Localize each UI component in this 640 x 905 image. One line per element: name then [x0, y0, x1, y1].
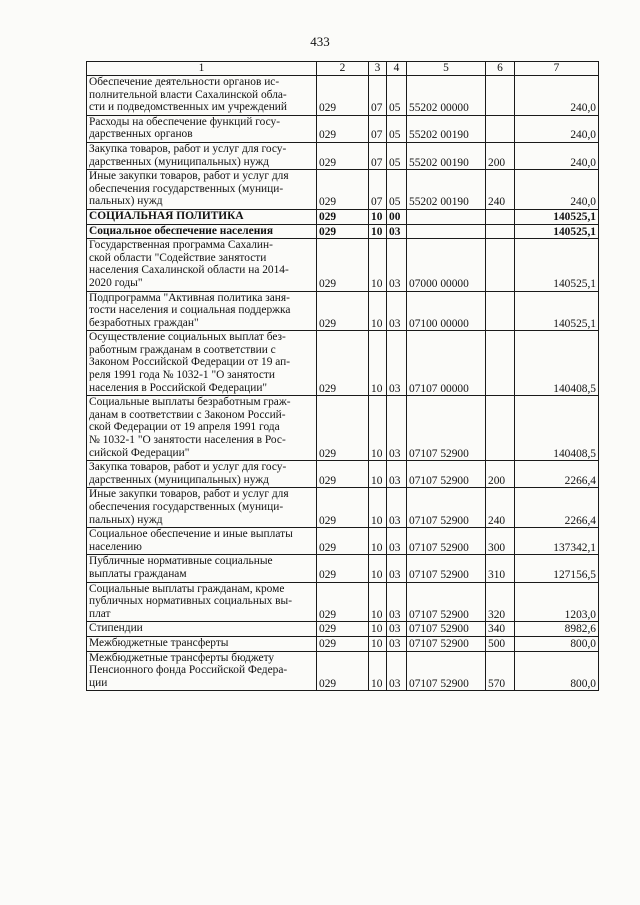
section-cell: 10	[369, 651, 387, 691]
description-line: Осуществление социальных выплат без-	[89, 331, 286, 344]
description-cell	[87, 461, 317, 488]
section-cell: 10	[369, 239, 387, 291]
description-cell	[87, 636, 317, 651]
header-cell: 1	[87, 62, 317, 76]
description-line: ской Федерации от 19 апреля 1991 года	[89, 421, 280, 434]
target-article-cell	[407, 209, 486, 224]
description-line: полнительной власти Сахалинской обла-	[89, 88, 287, 101]
subsection-cell: 05	[387, 76, 407, 116]
target-article-cell: 55202 00190	[407, 115, 486, 142]
subsection-cell: 03	[387, 651, 407, 691]
subsection-cell: 03	[387, 582, 407, 622]
description-line: обеспечения государственных (муници-	[89, 182, 284, 195]
amount-cell: 140525,1	[515, 291, 599, 331]
amount-cell: 137342,1	[515, 528, 599, 555]
description-line: Стипендии	[89, 622, 143, 635]
subsection-cell: 03	[387, 396, 407, 461]
amount-cell: 1203,0	[515, 582, 599, 622]
description-cell	[87, 331, 317, 396]
table-row	[87, 170, 599, 210]
amount-cell: 140525,1	[515, 224, 599, 239]
description-line: тости населения и социальная поддержка	[89, 304, 291, 317]
ministry-code-cell: 029	[317, 209, 369, 224]
section-cell: 10	[369, 555, 387, 582]
subsection-cell: 03	[387, 636, 407, 651]
target-article-cell: 07107 52900	[407, 488, 486, 528]
amount-cell: 140408,5	[515, 396, 599, 461]
table-row	[87, 209, 599, 224]
amount-cell: 240,0	[515, 142, 599, 169]
description-line: сти и подведомственных им учреждений	[89, 101, 288, 114]
description-line: 2020 годы"	[89, 276, 143, 289]
description-line: Межбюджетные трансферты	[89, 636, 229, 649]
ministry-code-cell: 029	[317, 224, 369, 239]
description-cell	[87, 115, 317, 142]
description-line: Закупка товаров, работ и услуг для госу-	[89, 142, 287, 155]
ministry-code-cell: 029	[317, 651, 369, 691]
subsection-cell: 03	[387, 622, 407, 637]
header-cell: 7	[515, 62, 599, 76]
target-article-cell: 07107 52900	[407, 461, 486, 488]
expense-type-cell: 320	[486, 582, 515, 622]
subsection-cell: 03	[387, 239, 407, 291]
subsection-cell: 03	[387, 224, 407, 239]
amount-cell: 240,0	[515, 170, 599, 210]
expense-type-cell: 340	[486, 622, 515, 637]
section-cell: 10	[369, 622, 387, 637]
section-cell: 07	[369, 170, 387, 210]
expense-type-cell: 240	[486, 170, 515, 210]
description-line: Социальные выплаты гражданам, кроме	[89, 582, 285, 595]
description-line: сийской Федерации"	[89, 446, 190, 459]
subsection-cell: 05	[387, 115, 407, 142]
expense-type-cell: 240	[486, 488, 515, 528]
table-row	[87, 555, 599, 582]
target-article-cell: 07107 52900	[407, 622, 486, 637]
amount-cell: 140408,5	[515, 331, 599, 396]
subsection-cell: 03	[387, 555, 407, 582]
subsection-cell: 03	[387, 331, 407, 396]
ministry-code-cell: 029	[317, 528, 369, 555]
expense-type-cell: 300	[486, 528, 515, 555]
expense-type-cell	[486, 291, 515, 331]
description-cell	[87, 209, 317, 224]
table-row	[87, 239, 599, 291]
expense-type-cell: 570	[486, 651, 515, 691]
ministry-code-cell: 029	[317, 239, 369, 291]
description-line: Иные закупки товаров, работ и услуг для	[89, 488, 289, 501]
expense-type-cell	[486, 396, 515, 461]
table-row	[87, 76, 599, 116]
description-line: ции	[89, 676, 108, 689]
subsection-cell: 00	[387, 209, 407, 224]
description-cell	[87, 76, 317, 116]
expense-type-cell	[486, 239, 515, 291]
section-cell: 10	[369, 582, 387, 622]
page-number: 433	[310, 34, 330, 49]
description-line: Законом Российской Федерации от 19 ап-	[89, 356, 291, 369]
ministry-code-cell: 029	[317, 461, 369, 488]
description-cell	[87, 582, 317, 622]
table-row	[87, 636, 599, 651]
target-article-cell: 07107 52900	[407, 555, 486, 582]
target-article-cell: 07107 52900	[407, 651, 486, 691]
ministry-code-cell: 029	[317, 291, 369, 331]
target-article-cell	[407, 224, 486, 239]
description-line: Государственная программа Сахалин-	[89, 239, 273, 252]
subsection-cell: 03	[387, 528, 407, 555]
ministry-code-cell: 029	[317, 582, 369, 622]
expense-type-cell: 310	[486, 555, 515, 582]
expense-type-cell	[486, 224, 515, 239]
description-line: Публичные нормативные социальные	[89, 555, 273, 568]
description-cell	[87, 651, 317, 691]
table-row	[87, 582, 599, 622]
description-cell	[87, 488, 317, 528]
expense-type-cell	[486, 115, 515, 142]
ministry-code-cell: 029	[317, 622, 369, 637]
description-line: Закупка товаров, работ и услуг для госу-	[89, 461, 287, 474]
description-line: Иные закупки товаров, работ и услуг для	[89, 170, 289, 183]
subsection-cell: 05	[387, 170, 407, 210]
table-row	[87, 115, 599, 142]
table-row	[87, 622, 599, 637]
description-cell	[87, 142, 317, 169]
description-line: Социальное обеспечение населения	[89, 224, 273, 237]
description-line: данам в соответствии с Законом Россий-	[89, 408, 286, 421]
ministry-code-cell: 029	[317, 142, 369, 169]
header-cell: 4	[387, 62, 407, 76]
description-cell	[87, 224, 317, 239]
description-line: Социальное обеспечение и иные выплаты	[89, 528, 293, 541]
header-cell: 3	[369, 62, 387, 76]
section-cell: 07	[369, 76, 387, 116]
description-line: ской области "Содействие занятости	[89, 251, 267, 264]
description-line: Межбюджетные трансферты бюджету	[89, 651, 275, 664]
table-header-row	[87, 62, 599, 76]
amount-cell: 240,0	[515, 115, 599, 142]
ministry-code-cell: 029	[317, 170, 369, 210]
description-cell	[87, 239, 317, 291]
amount-cell: 800,0	[515, 636, 599, 651]
ministry-code-cell: 029	[317, 76, 369, 116]
section-cell: 10	[369, 291, 387, 331]
amount-cell: 140525,1	[515, 239, 599, 291]
header-cell: 6	[486, 62, 515, 76]
ministry-code-cell: 029	[317, 488, 369, 528]
target-article-cell: 07107 52900	[407, 582, 486, 622]
section-cell: 07	[369, 115, 387, 142]
expense-type-cell: 200	[486, 461, 515, 488]
target-article-cell: 55202 00000	[407, 76, 486, 116]
target-article-cell: 55202 00190	[407, 170, 486, 210]
amount-cell: 8982,6	[515, 622, 599, 637]
subsection-cell: 05	[387, 142, 407, 169]
description-line: СОЦИАЛЬНАЯ ПОЛИТИКА	[89, 209, 244, 222]
description-line: Пенсионного фонда Российской Федера-	[89, 664, 288, 677]
description-cell	[87, 170, 317, 210]
ministry-code-cell: 029	[317, 331, 369, 396]
expense-type-cell	[486, 331, 515, 396]
description-cell	[87, 396, 317, 461]
description-line: безработных граждан"	[89, 316, 199, 329]
subsection-cell: 03	[387, 461, 407, 488]
expense-type-cell: 200	[486, 142, 515, 169]
amount-cell: 2266,4	[515, 488, 599, 528]
description-line: дарственных (муниципальных) нужд	[89, 473, 269, 486]
description-line: Социальные выплаты безработным граж-	[89, 396, 291, 409]
subsection-cell: 03	[387, 488, 407, 528]
description-line: дарственных (муниципальных) нужд	[89, 155, 269, 168]
target-article-cell: 07107 52900	[407, 396, 486, 461]
description-line: плат	[89, 607, 111, 620]
description-line: обеспечения государственных (муници-	[89, 501, 284, 513]
description-line: пальных) нужд	[89, 195, 163, 208]
table-row	[87, 461, 599, 488]
description-line: Подпрограмма "Активная политика заня-	[89, 291, 290, 304]
description-line: Расходы на обеспечение функций госу-	[89, 115, 281, 128]
description-line: дарственных органов	[89, 128, 193, 141]
section-cell: 10	[369, 461, 387, 488]
section-cell: 10	[369, 396, 387, 461]
description-line: пальных) нужд	[89, 513, 163, 526]
section-cell: 10	[369, 224, 387, 239]
expense-type-cell: 500	[486, 636, 515, 651]
amount-cell: 240,0	[515, 76, 599, 116]
table-row	[87, 291, 599, 331]
section-cell: 10	[369, 209, 387, 224]
ministry-code-cell: 029	[317, 396, 369, 461]
section-cell: 10	[369, 528, 387, 555]
section-cell: 10	[369, 488, 387, 528]
amount-cell: 140525,1	[515, 209, 599, 224]
table-row	[87, 142, 599, 169]
table-row	[87, 488, 599, 528]
description-line: реля 1991 года № 1032-1 "О занятости	[89, 369, 275, 382]
description-cell	[87, 291, 317, 331]
description-line: № 1032-1 "О занятости населения в Рос-	[89, 434, 286, 447]
description-cell	[87, 555, 317, 582]
header-cell: 5	[407, 62, 486, 76]
header-cell: 2	[317, 62, 369, 76]
table-row	[87, 396, 599, 461]
target-article-cell: 07107 00000	[407, 331, 486, 396]
section-cell: 10	[369, 636, 387, 651]
description-line: Обеспечение деятельности органов ис-	[89, 76, 280, 88]
table-row	[87, 224, 599, 239]
section-cell: 07	[369, 142, 387, 169]
ministry-code-cell: 029	[317, 555, 369, 582]
description-line: публичных нормативных социальных вы-	[89, 595, 292, 608]
table-row	[87, 528, 599, 555]
target-article-cell: 07100 00000	[407, 291, 486, 331]
target-article-cell: 55202 00190	[407, 142, 486, 169]
section-cell: 10	[369, 331, 387, 396]
amount-cell: 127156,5	[515, 555, 599, 582]
ministry-code-cell: 029	[317, 636, 369, 651]
budget-table	[86, 61, 599, 691]
table-row	[87, 651, 599, 691]
amount-cell: 800,0	[515, 651, 599, 691]
expense-type-cell	[486, 209, 515, 224]
description-line: населению	[89, 540, 142, 553]
ministry-code-cell: 029	[317, 115, 369, 142]
subsection-cell: 03	[387, 291, 407, 331]
description-line: населения Сахалинской области на 2014-	[89, 264, 289, 277]
expense-type-cell	[486, 76, 515, 116]
description-cell	[87, 622, 317, 637]
description-line: населения в Российской Федерации"	[89, 381, 268, 394]
target-article-cell: 07000 00000	[407, 239, 486, 291]
table-row	[87, 331, 599, 396]
target-article-cell: 07107 52900	[407, 528, 486, 555]
description-line: выплаты гражданам	[89, 567, 187, 580]
description-cell	[87, 528, 317, 555]
target-article-cell: 07107 52900	[407, 636, 486, 651]
amount-cell: 2266,4	[515, 461, 599, 488]
description-line: работным гражданам в соответствии с	[89, 343, 276, 356]
